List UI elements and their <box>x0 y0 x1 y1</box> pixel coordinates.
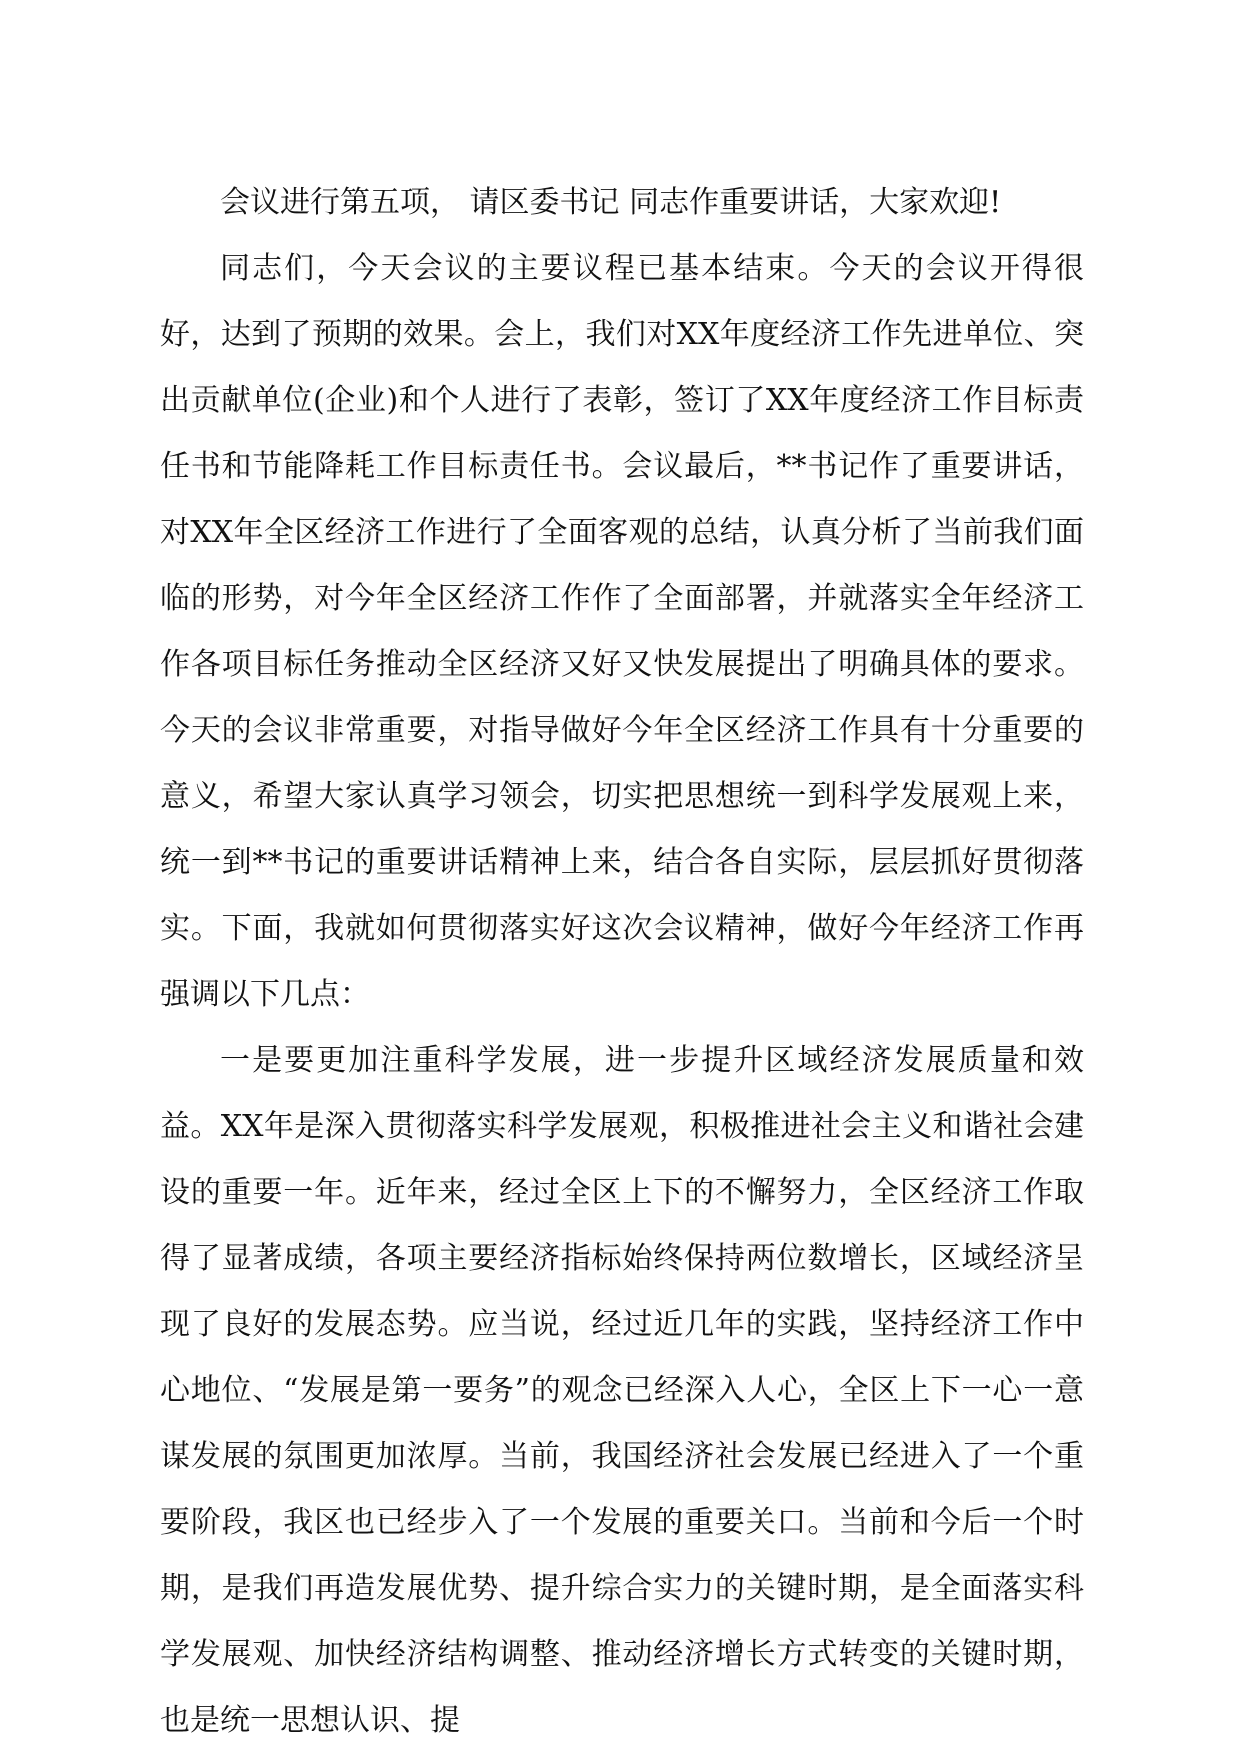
paragraph-meeting-summary: 同志们，今天会议的主要议程已基本结束。今天的会议开得很好，达到了预期的效果。会上，我们对XX年度经济工作先进单位、突出贡献单位(企业)和个人进行了表彰，签订了XX年度经济工作目标责任书和节能降耗工作目标责任书。会议最后，**书记作了重要讲话，对XX年全区经济工作进行了全面客观的总结，认真分析了当前我们面临的形势，对今年全区经济工作作了全面部署，并就落实全年经济工作各项目标任务推动全区经济又好又快发展提出了明确具体的要求。今天的会议非常重要，对指导做好今年全区经济工作具有十分重要的意义，希望大家认真学习领会，切实把思想统一到科学发展观上来，统一到**书记的重要讲话精神上来，结合各自实际，层层抓好贯彻落实。下面，我就如何贯彻落实好这次会议精神，做好今年经济工作再强调以下几点： <box>160 251 1084 1012</box>
paragraph-point-one: 一是要更加注重科学发展，进一步提升区域经济发展质量和效益。XX年是深入贯彻落实科学发展观，积极推进社会主义和谐社会建设的重要一年。近年来，经过全区上下的不懈努力，全区经济工作取得了显著成绩，各项主要经济指标始终保持两位数增长，区域经济呈现了良好的发展态势。应当说，经过近几年的实践，坚持经济工作中心地位、“发展是第一要务”的观念已经深入人心，全区上下一心一意谋发展的氛围更加浓厚。当前，我国经济社会发展已经进入了一个重要阶段，我区也已经步入了一个发展的重要关口。当前和今后一个时期，是我们再造发展优势、提升综合实力的关键时期，是全面落实科学发展观、加快经济结构调整、推动经济增长方式转变的关键时期，也是统一思想认识、提 <box>160 1043 1084 1738</box>
document-body <box>160 170 1084 1754</box>
paragraph-announcement: 会议进行第五项， 请区委书记 同志作重要讲话，大家欢迎! <box>220 185 1002 220</box>
